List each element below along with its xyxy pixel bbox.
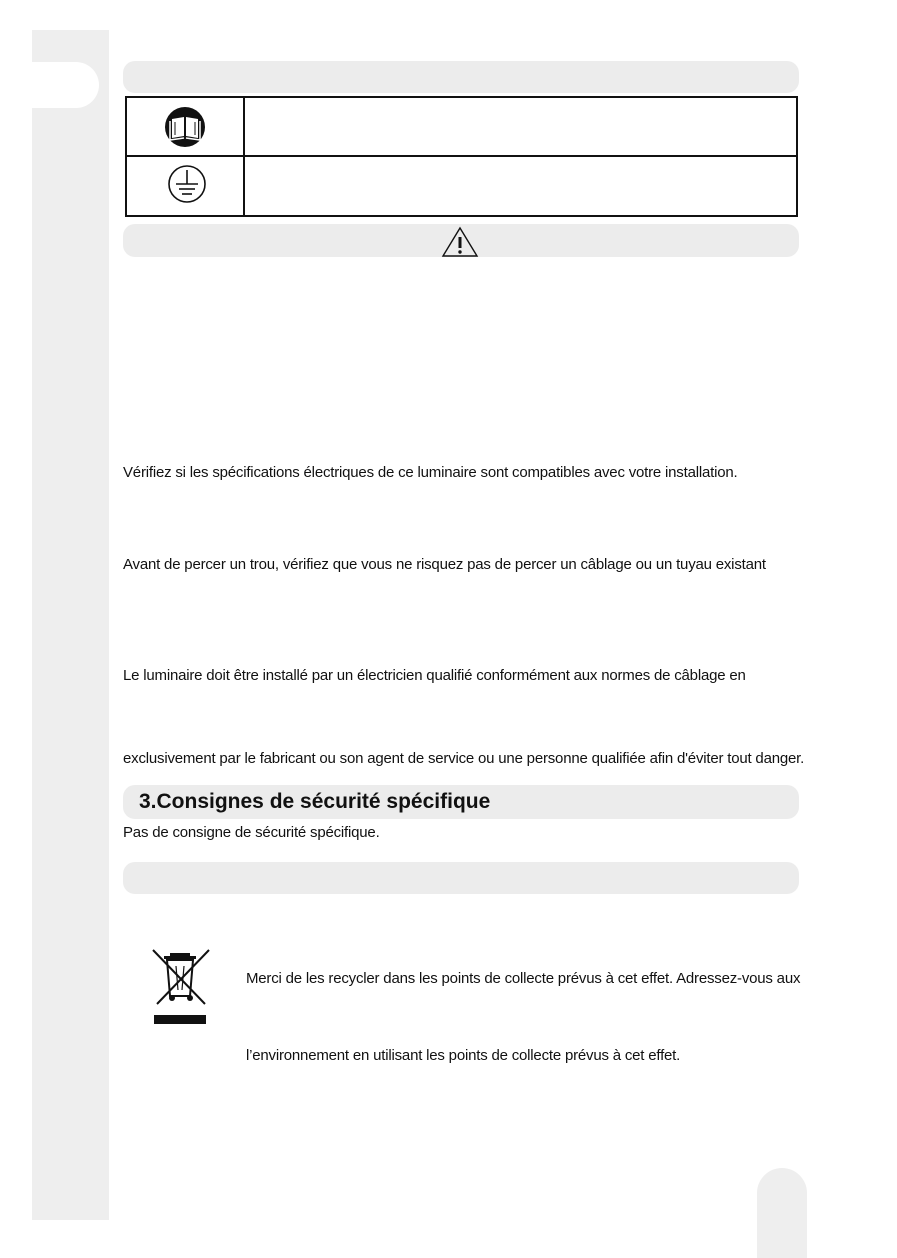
section-3-title: 3.Consignes de sécurité spécifique	[139, 790, 491, 813]
symbols-table	[125, 96, 798, 217]
warning-replacement: exclusivement par le fabricant ou son agent de service ou une personne qualifiée afin d'éviter tout danger.	[123, 750, 805, 767]
warning-before-drilling: Avant de percer un trou, vérifiez que vous ne risquez pas de percer un câblage ou un tuyau existant	[123, 556, 766, 573]
crossed-out-bin-icon	[148, 946, 212, 1026]
section-header-bar-recycling	[123, 862, 799, 894]
recycling-line-2: l’environnement en utilisant les points de collecte prévus à cet effet.	[246, 1047, 681, 1064]
warning-check-specifications: Vérifiez si les spécifications électriques de ce luminaire sont compatibles avec votre installation.	[123, 464, 738, 481]
page-number-tab	[757, 1168, 807, 1258]
protective-earth-icon	[167, 164, 207, 204]
recycling-line-1: Merci de les recycler dans les points de collecte prévus à cet effet. Adressez-vous aux	[246, 970, 801, 987]
section-header-bar-warnings	[123, 224, 799, 257]
read-manual-icon	[163, 106, 207, 148]
section-3-body: Pas de consigne de sécurité spécifique.	[123, 824, 380, 841]
side-tab	[32, 62, 99, 108]
table-row-divider	[127, 155, 796, 157]
warning-triangle-icon	[441, 226, 479, 258]
warning-qualified-electrician: Le luminaire doit être installé par un électricien qualifié conformément aux normes de câblage en	[123, 667, 746, 684]
section-header-bar-specific	[123, 785, 799, 819]
section-header-bar-symbols	[123, 61, 799, 93]
side-strip	[32, 30, 109, 1220]
